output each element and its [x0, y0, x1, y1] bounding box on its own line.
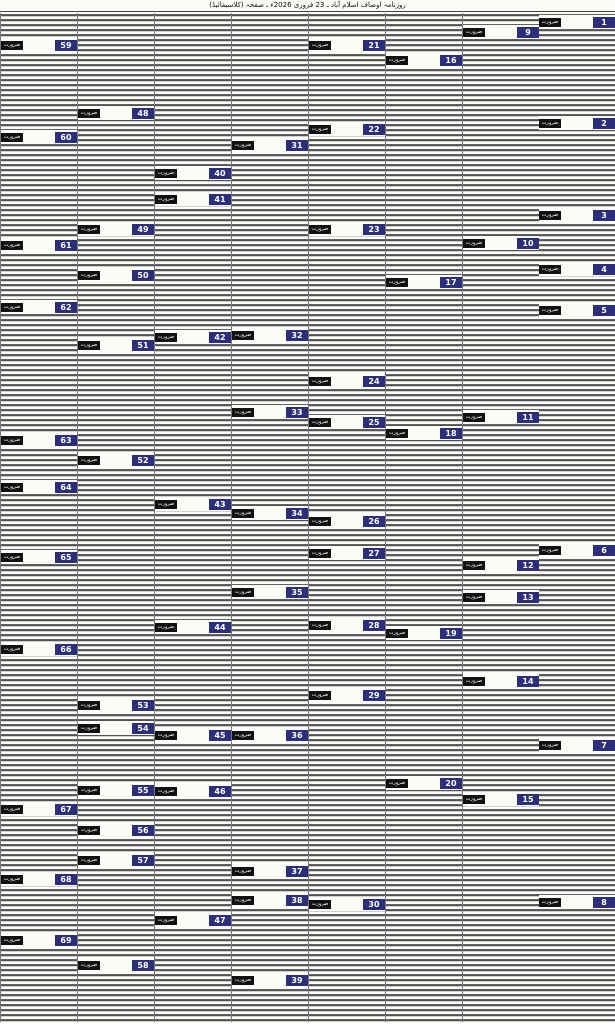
notice-header: [78, 108, 154, 120]
notice-header: [539, 897, 615, 909]
notice-header: [78, 224, 154, 236]
notice-keyword: ضرورت: [386, 429, 408, 438]
notice-number: 25: [363, 417, 385, 428]
notice-number: 12: [517, 560, 539, 571]
notice-header: [463, 238, 539, 250]
notice-number: 38: [286, 895, 308, 906]
notice-header: [1, 240, 77, 252]
notice-keyword: ضرورت: [232, 867, 254, 876]
notice-number: 42: [209, 332, 231, 343]
notice-header: [463, 560, 539, 572]
ad-column-4: [308, 13, 385, 1022]
notice-number: 26: [363, 516, 385, 527]
notice-keyword: ضرورت: [155, 787, 177, 796]
notice-number: 45: [209, 730, 231, 741]
notice-header: [463, 27, 539, 39]
notice-number: 23: [363, 224, 385, 235]
notice-number: 47: [209, 915, 231, 926]
notice-keyword: ضرورت: [309, 418, 331, 427]
notice-keyword: ضرورت: [309, 41, 331, 50]
notice-header: [1, 804, 77, 816]
notice-number: 9: [517, 27, 539, 38]
notice-number: 65: [55, 552, 77, 563]
notice-header: [309, 690, 385, 702]
notice-number: 14: [517, 676, 539, 687]
ad-column-2: [462, 13, 539, 1022]
notice-number: 24: [363, 376, 385, 387]
notice-header: [386, 428, 462, 440]
notice-header: [155, 730, 231, 742]
notice-header: [1, 935, 77, 947]
notice-number: 41: [209, 194, 231, 205]
notice-number: 66: [55, 644, 77, 655]
ad-column-8: [0, 13, 77, 1022]
notice-keyword: ضرورت: [539, 211, 561, 220]
notice-number: 48: [132, 108, 154, 119]
notice-header: [1, 482, 77, 494]
notice-keyword: ضرورت: [155, 731, 177, 740]
ad-column-3: [385, 13, 462, 1022]
notice-header: [232, 407, 308, 419]
notice-keyword: ضرورت: [539, 265, 561, 274]
notice-header: [232, 587, 308, 599]
notice-header: [232, 730, 308, 742]
notice-number: 20: [440, 778, 462, 789]
notice-number: 7: [593, 740, 615, 751]
notice-header: [155, 332, 231, 344]
notice-number: 5: [593, 305, 615, 316]
notice-header: [78, 825, 154, 837]
notice-header: [463, 676, 539, 688]
notice-keyword: ضرورت: [78, 856, 100, 865]
notice-header: [1, 874, 77, 886]
notice-number: 16: [440, 55, 462, 66]
notice-header: [155, 915, 231, 927]
notice-number: 36: [286, 730, 308, 741]
notice-header: [155, 622, 231, 634]
notice-header: [539, 118, 615, 130]
notice-keyword: ضرورت: [463, 677, 485, 686]
notice-number: 6: [593, 545, 615, 556]
notice-header: [386, 628, 462, 640]
notice-header: [309, 40, 385, 52]
notice-keyword: ضرورت: [232, 896, 254, 905]
notice-header: [386, 55, 462, 67]
notice-header: [78, 455, 154, 467]
notice-number: 34: [286, 508, 308, 519]
notice-number: 18: [440, 428, 462, 439]
notice-keyword: ضرورت: [1, 303, 23, 312]
notice-number: 58: [132, 960, 154, 971]
notice-header: [539, 545, 615, 557]
notice-number: 61: [55, 240, 77, 251]
notice-number: 69: [55, 935, 77, 946]
notice-header: [539, 740, 615, 752]
notice-header: [309, 548, 385, 560]
ad-column-7: [77, 13, 154, 1022]
notice-header: [309, 899, 385, 911]
notice-number: 27: [363, 548, 385, 559]
page-masthead: روزنامہ اوصاف اسلام آباد ـ 23 فروری 2026ء ـ صفحہ (کلاسیفائیڈ): [0, 0, 615, 12]
notice-number: 43: [209, 499, 231, 510]
notice-keyword: ضرورت: [539, 119, 561, 128]
notice-header: [463, 592, 539, 604]
notice-header: [1, 435, 77, 447]
notice-keyword: ضرورت: [539, 898, 561, 907]
notice-number: 1: [593, 17, 615, 28]
notice-keyword: ضرورت: [232, 509, 254, 518]
notice-header: [155, 499, 231, 511]
notice-keyword: ضرورت: [78, 961, 100, 970]
ad-column-1: [539, 13, 615, 1022]
notice-number: 2: [593, 118, 615, 129]
notice-keyword: ضرورت: [463, 239, 485, 248]
notice-number: 50: [132, 270, 154, 281]
notice-number: 59: [55, 40, 77, 51]
notice-keyword: ضرورت: [78, 826, 100, 835]
notice-number: 51: [132, 340, 154, 351]
notice-header: [309, 417, 385, 429]
notice-number: 19: [440, 628, 462, 639]
ad-column-6: [154, 13, 231, 1022]
notice-header: [155, 786, 231, 798]
notice-keyword: ضرورت: [1, 805, 23, 814]
notice-keyword: ضرورت: [1, 645, 23, 654]
notice-keyword: ضرورت: [155, 916, 177, 925]
notice-number: 32: [286, 330, 308, 341]
notice-keyword: ضرورت: [539, 741, 561, 750]
notice-header: [232, 975, 308, 987]
notice-header: [78, 270, 154, 282]
notice-header: [539, 17, 615, 29]
notice-number: 30: [363, 899, 385, 910]
notice-keyword: ضرورت: [232, 408, 254, 417]
notice-keyword: ضرورت: [78, 456, 100, 465]
notice-number: 62: [55, 302, 77, 313]
notice-keyword: ضرورت: [1, 133, 23, 142]
notice-header: [309, 224, 385, 236]
notice-header: [232, 895, 308, 907]
notice-number: 11: [517, 412, 539, 423]
notice-header: [1, 40, 77, 52]
notice-number: 54: [132, 723, 154, 734]
notice-header: [539, 305, 615, 317]
notice-number: 60: [55, 132, 77, 143]
notice-keyword: ضرورت: [1, 483, 23, 492]
notice-number: 52: [132, 455, 154, 466]
notice-number: 57: [132, 855, 154, 866]
notice-keyword: ضرورت: [463, 795, 485, 804]
notice-number: 37: [286, 866, 308, 877]
notice-keyword: ضرورت: [539, 18, 561, 27]
notice-header: [232, 330, 308, 342]
notice-keyword: ضرورت: [155, 195, 177, 204]
notice-number: 63: [55, 435, 77, 446]
notice-number: 49: [132, 224, 154, 235]
notice-keyword: ضرورت: [78, 724, 100, 733]
notice-header: [1, 132, 77, 144]
notice-header: [78, 700, 154, 712]
notice-keyword: ضرورت: [386, 779, 408, 788]
notice-keyword: ضرورت: [155, 333, 177, 342]
notice-keyword: ضرورت: [309, 517, 331, 526]
notice-keyword: ضرورت: [78, 225, 100, 234]
notice-keyword: ضرورت: [232, 588, 254, 597]
notice-keyword: ضرورت: [1, 936, 23, 945]
notice-number: 29: [363, 690, 385, 701]
notice-header: [232, 866, 308, 878]
notice-header: [309, 620, 385, 632]
notice-keyword: ضرورت: [1, 241, 23, 250]
notice-number: 68: [55, 874, 77, 885]
notice-number: 22: [363, 124, 385, 135]
notice-header: [78, 785, 154, 797]
notice-header: [1, 302, 77, 314]
notice-number: 28: [363, 620, 385, 631]
notice-keyword: ضرورت: [309, 621, 331, 630]
notice-header: [463, 412, 539, 424]
ad-column-5: [231, 13, 308, 1022]
notice-header: [309, 376, 385, 388]
notice-keyword: ضرورت: [232, 731, 254, 740]
notice-number: 3: [593, 210, 615, 221]
notice-number: 55: [132, 785, 154, 796]
notice-keyword: ضرورت: [232, 141, 254, 150]
notice-number: 46: [209, 786, 231, 797]
notice-header: [78, 723, 154, 735]
notice-keyword: ضرورت: [309, 125, 331, 134]
notice-keyword: ضرورت: [309, 900, 331, 909]
notice-keyword: ضرورت: [1, 41, 23, 50]
notice-number: 31: [286, 140, 308, 151]
notice-header: [463, 794, 539, 806]
notice-keyword: ضرورت: [155, 169, 177, 178]
notice-keyword: ضرورت: [463, 413, 485, 422]
notice-number: 8: [593, 897, 615, 908]
notice-keyword: ضرورت: [309, 691, 331, 700]
notice-header: [1, 552, 77, 564]
notice-header: [78, 855, 154, 867]
notice-keyword: ضرورت: [78, 271, 100, 280]
notice-header: [155, 168, 231, 180]
notice-keyword: ضرورت: [463, 28, 485, 37]
notice-header: [232, 140, 308, 152]
notice-number: 33: [286, 407, 308, 418]
notice-keyword: ضرورت: [539, 546, 561, 555]
notice-keyword: ضرورت: [463, 593, 485, 602]
notice-keyword: ضرورت: [539, 306, 561, 315]
notice-number: 17: [440, 277, 462, 288]
notice-header: [539, 210, 615, 222]
notice-header: [309, 516, 385, 528]
notice-keyword: ضرورت: [78, 701, 100, 710]
notice-header: [78, 340, 154, 352]
notice-header: [232, 508, 308, 520]
notice-keyword: ضرورت: [1, 553, 23, 562]
notice-keyword: ضرورت: [78, 786, 100, 795]
notice-keyword: ضرورت: [386, 56, 408, 65]
notice-keyword: ضرورت: [1, 436, 23, 445]
notice-number: 53: [132, 700, 154, 711]
notice-header: [386, 778, 462, 790]
notice-keyword: ضرورت: [309, 549, 331, 558]
notice-keyword: ضرورت: [232, 976, 254, 985]
notice-keyword: ضرورت: [1, 875, 23, 884]
notice-header: [1, 644, 77, 656]
notice-keyword: ضرورت: [232, 331, 254, 340]
notice-number: 13: [517, 592, 539, 603]
notice-keyword: ضرورت: [78, 341, 100, 350]
notice-number: 64: [55, 482, 77, 493]
notice-number: 39: [286, 975, 308, 986]
notice-number: 67: [55, 804, 77, 815]
notice-keyword: ضرورت: [155, 623, 177, 632]
notice-keyword: ضرورت: [386, 629, 408, 638]
notice-number: 15: [517, 794, 539, 805]
notice-number: 35: [286, 587, 308, 598]
notice-number: 56: [132, 825, 154, 836]
notice-keyword: ضرورت: [463, 561, 485, 570]
notice-number: 40: [209, 168, 231, 179]
notice-number: 10: [517, 238, 539, 249]
notice-keyword: ضرورت: [78, 109, 100, 118]
notice-keyword: ضرورت: [386, 278, 408, 287]
notice-header: [155, 194, 231, 206]
notice-number: 4: [593, 264, 615, 275]
notice-keyword: ضرورت: [309, 377, 331, 386]
notice-header: [309, 124, 385, 136]
notice-number: 21: [363, 40, 385, 51]
notice-number: 44: [209, 622, 231, 633]
notice-header: [78, 960, 154, 972]
notice-header: [539, 264, 615, 276]
notice-keyword: ضرورت: [309, 225, 331, 234]
notice-keyword: ضرورت: [155, 500, 177, 509]
notice-header: [386, 277, 462, 289]
